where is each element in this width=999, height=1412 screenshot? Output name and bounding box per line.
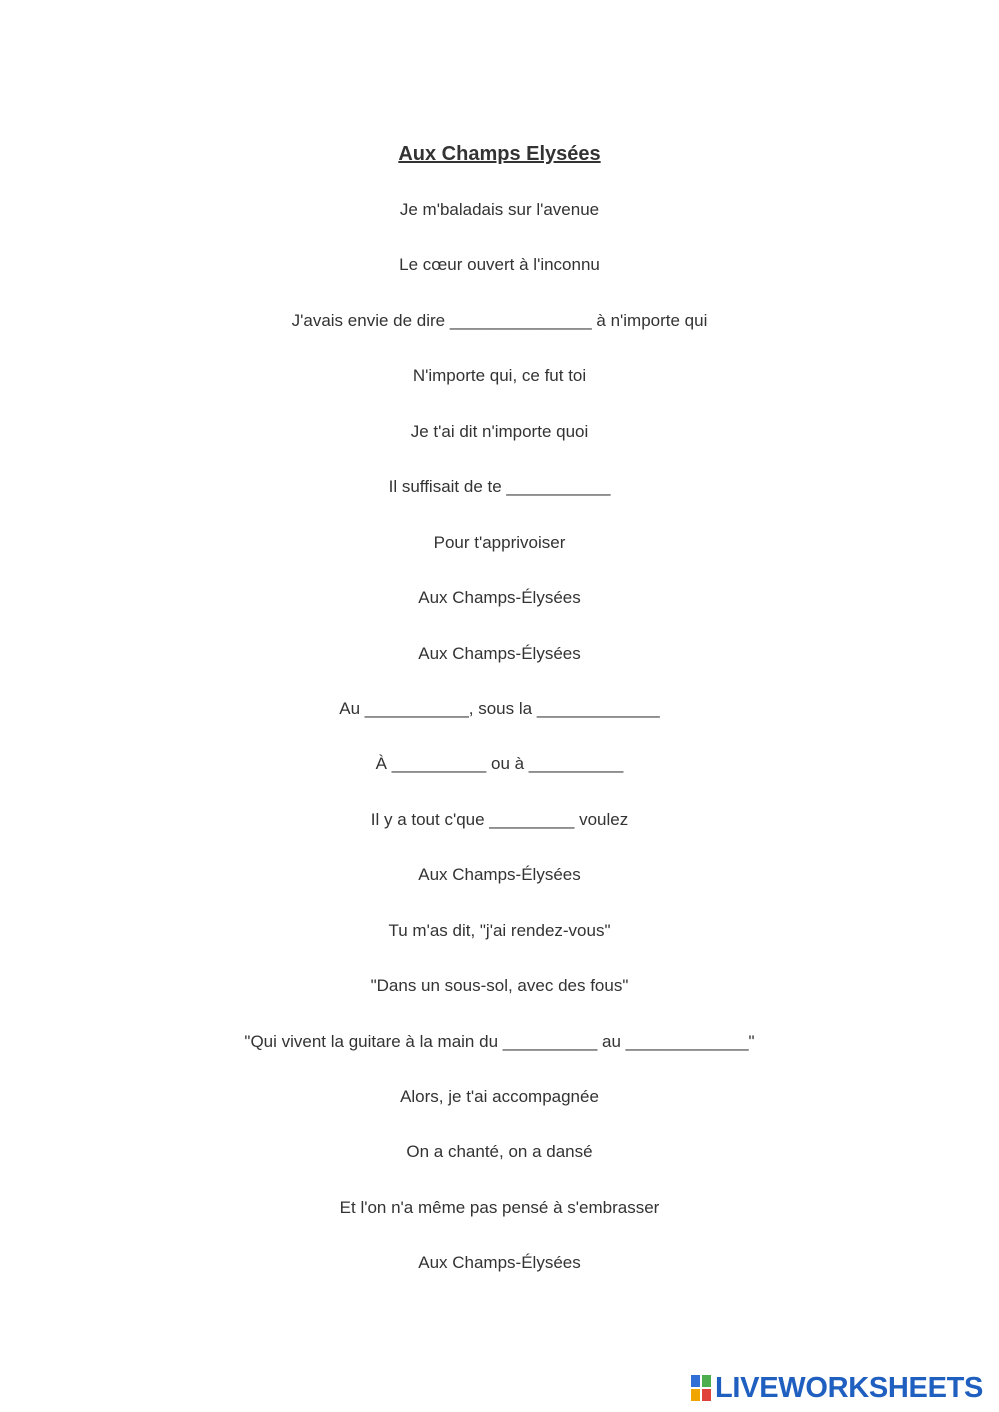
lyric-line: "Qui vivent la guitare à la main du __________ au _____________" (244, 1031, 755, 1051)
lyric-line: J'avais envie de dire _______________ à n'importe qui (291, 310, 708, 330)
lyric-line: Je t'ai dit n'importe quoi (410, 421, 589, 441)
lyric-line: Aux Champs-Élysées (418, 588, 581, 608)
logo-text: LIVEWORKSHEETS (715, 1372, 984, 1404)
lyric-line: Il y a tout c'que _________ voulez (370, 809, 629, 829)
lyric-line: Tu m'as dit, "j'ai rendez-vous" (388, 920, 611, 940)
lyric-line: À __________ ou à __________ (375, 754, 624, 774)
lyric-line: On a chanté, on a dansé (406, 1142, 593, 1162)
lyric-line: Aux Champs-Élysées (418, 865, 581, 885)
page-title: Aux Champs Elysées (398, 143, 601, 165)
lyric-line: Alors, je t'ai accompagnée (400, 1087, 599, 1106)
lyric-line: Et l'on n'a même pas pensé à s'embrasser (339, 1197, 660, 1217)
liveworksheets-logo-icon (690, 1374, 712, 1402)
lyric-line: Pour t'apprivoiser (433, 532, 566, 552)
lyric-line: Aux Champs-Élysées (418, 1253, 581, 1273)
lyric-line: Aux Champs-Élysées (418, 643, 581, 663)
lyrics-list (0, 196, 999, 1305)
liveworksheets-logo[interactable] (690, 1372, 983, 1404)
lyric-line: Au ___________, sous la _____________ (339, 698, 660, 718)
lyric-line: Le cœur ouvert à l'inconnu (399, 255, 600, 275)
lyric-line: N'importe qui, ce fut toi (412, 366, 587, 386)
lyric-line: "Dans un sous-sol, avec des fous" (370, 976, 629, 996)
lyric-line: Il suffisait de te ___________ (388, 477, 611, 497)
lyric-line: Je m'baladais sur l'avenue (399, 200, 600, 219)
